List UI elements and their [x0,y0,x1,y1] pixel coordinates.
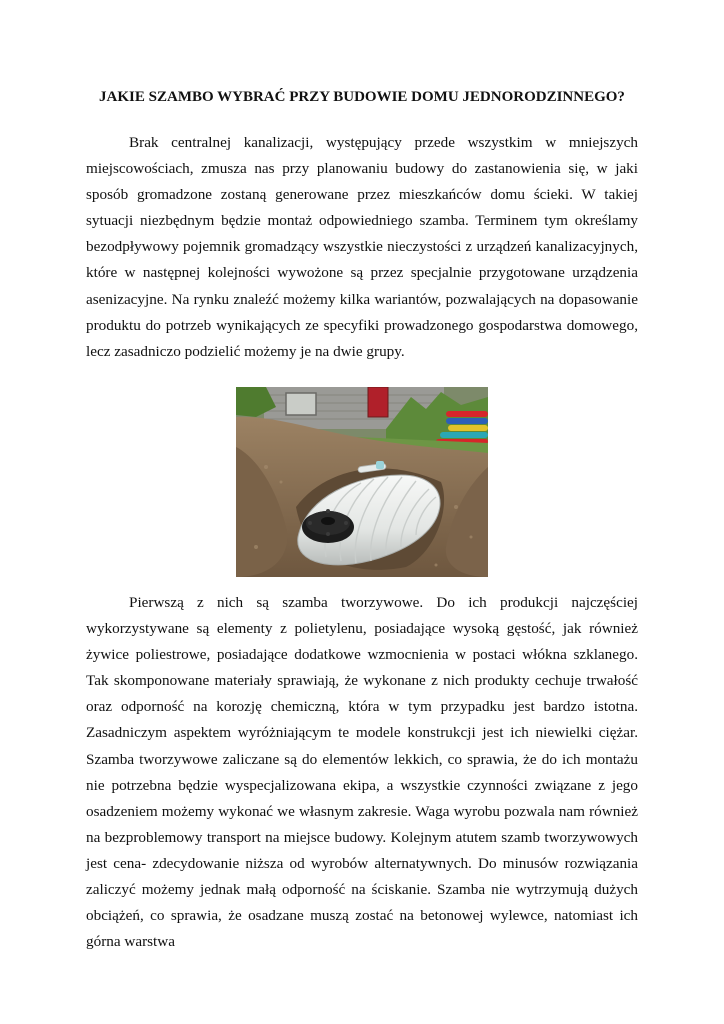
septic-tank-photo [236,387,488,577]
document-title: JAKIE SZAMBO WYBRAĆ PRZY BUDOWIE DOMU JEDNORODZINNEGO? [99,89,625,105]
door [368,387,388,417]
paragraph-intro: Brak centralnej kanalizacji, występujący przede wszystkim w mniejszych miejscowościach, zmusza nas przy planowaniu budowy do zastanowienia się, w jaki sposób gromadzone zostaną generowane przez mieszkańców domu ścieki. W takiej sytuacji niezbędnym będzie montaż odpowiedniego szamba. Terminem tym określamy bezodpływowy pojemnik gromadzący wszystkie nieczystości z urządzeń kanalizacyjnych, które w następnej kolejności wywożone są przez specjalnie przygotowane urządzenia asenizacyjne. Na rynku znaleźć możemy kilka wariantów, pozwalających na dopasowanie produktu do potrzeb wynikających ze specyfiki prowadzonego gospodarstwa domowego, lecz zasadniczo podzielić możemy je na dwie grupy. [86,134,638,360]
paragraph-plastic-tanks: Pierwszą z nich są szamba tworzywowe. Do ich produkcji najczęściej wykorzystywane są elementy z polietylenu, posiadające wysoką gęstość, jak również żywice poliestrowe, posiadające dodatkowe wzmocnienia w postaci włókna szklanego. Tak skomponowane materiały sprawiają, że wykonane z nich produkty cechuje trwałość oraz odporność na korozję chemiczną, która w tym przypadku jest bardzo istotna. Zasadniczym aspektem wyróżniającym te modele konstrukcji jest ich niewielki ciężar. Szamba tworzywowe zaliczane są do elementów lekkich, co sprawia, że do ich montażu nie potrzebna będzie wyspecjalizowana ekipa, a wszystkie czynności związane z jego osadzeniem możemy wykonać we własnym zakresie. Waga wyrobu pozwala nam również na bezproblemowy transport na miejsce budowy. Kolejnym atutem szamb tworzywowych jest cena- zdecydowanie niższa od wyrobów alternatywnych. Do minusów rozwiązania zaliczyć możemy jednak małą odporność na ściskanie. Szamba nie wytrzymują dużych obciążeń, co sprawia, że osadzane muszą zostać na betonowej wylewce, natomiast ich górna warstwa [86,594,638,951]
